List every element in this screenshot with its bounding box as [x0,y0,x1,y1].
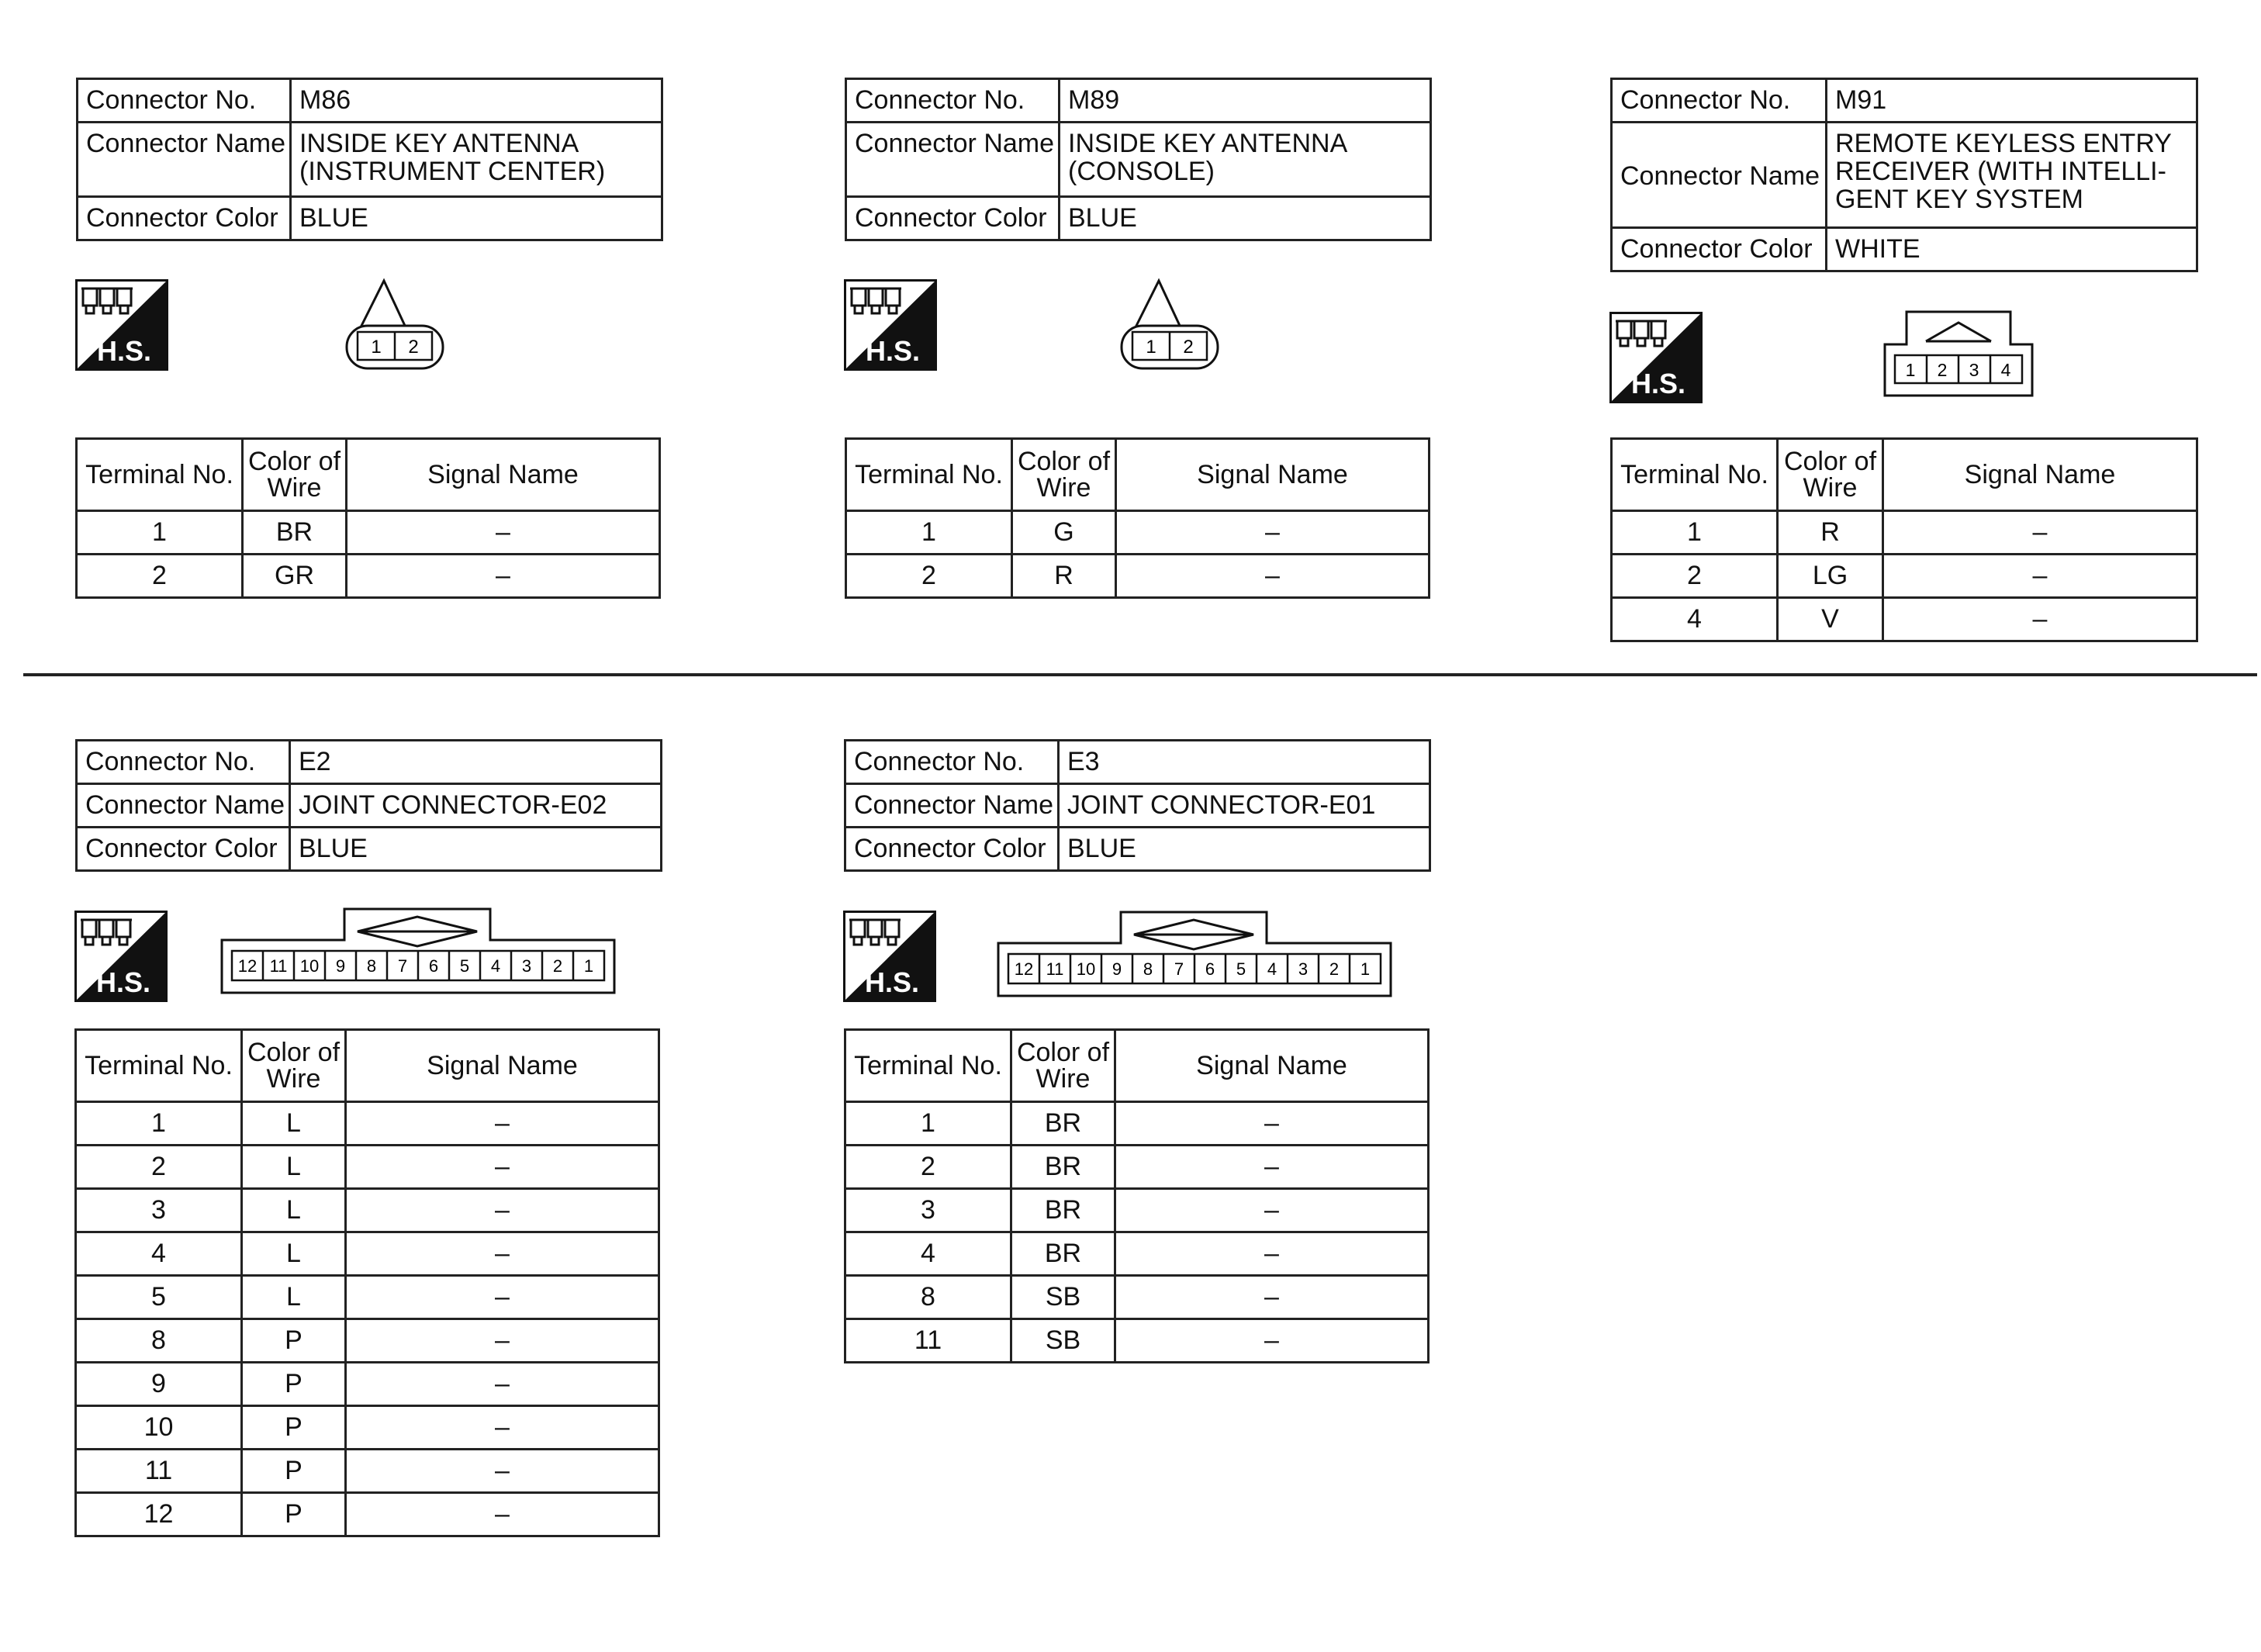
connector-color-value: BLUE [291,197,662,240]
pin-label: 2 [552,956,563,976]
pin-label: 12 [1014,959,1034,979]
terminal-no-cell: 3 [845,1189,1011,1232]
connector-face-e3 [997,911,1392,997]
terminal-table-e3 [844,1028,1427,1363]
wire-color-header: Color of Wire [1778,439,1883,511]
connector-name-value: REMOTE KEYLESS ENTRY RECEIVER (WITH INTELLI- GENT KEY SYSTEM [1827,123,2197,228]
wire-color-cell: L [242,1189,346,1232]
signal-name-cell: – [1883,511,2197,555]
pin-label: 5 [459,956,470,976]
connector-info-table [1610,78,2198,272]
connector-no-label: Connector No. [846,79,1060,123]
connector-info-table [76,78,663,241]
signal-name-cell: – [347,555,660,598]
terminal-no-cell: 9 [76,1363,242,1406]
signal-name-cell: – [1115,1102,1429,1146]
signal-name-cell: – [1115,1319,1429,1363]
harness-side-icon [843,911,936,1002]
connector-face-e2 [220,907,616,994]
wire-color-cell: BR [1011,1102,1115,1146]
terminal-no-cell: 1 [76,1102,242,1146]
terminal-no-cell: 4 [1612,598,1778,641]
signal-name-cell: – [346,1406,659,1450]
signal-name-cell: – [346,1450,659,1493]
terminal-table-m86 [75,437,659,599]
signal-name-cell: – [346,1276,659,1319]
terminal-no-cell: 1 [846,511,1012,555]
terminal-no-cell: 1 [845,1102,1011,1146]
signal-name-cell: – [1883,555,2197,598]
connector-name-label: Connector Name [846,123,1060,197]
table-row [845,1232,1429,1276]
table-row [76,1493,659,1536]
terminal-no-cell: 11 [845,1319,1011,1363]
terminal-no-header: Terminal No. [846,439,1012,511]
terminal-no-header: Terminal No. [77,439,243,511]
table-row [76,1232,659,1276]
pin-label: 3 [1298,959,1309,979]
table-row [1612,555,2197,598]
wire-color-cell: P [242,1319,346,1363]
terminal-no-cell: 2 [1612,555,1778,598]
connector-no-value: M91 [1827,79,2197,123]
connector-name-value: INSIDE KEY ANTENNA (INSTRUMENT CENTER) [291,123,662,197]
pin-label: 10 [299,956,320,976]
hs-label: H.S. [95,966,150,998]
pin-label: 12 [237,956,258,976]
table-row [77,511,660,555]
pin-label: 2 [1329,959,1340,979]
pin-label: 11 [269,956,288,976]
signal-name-header: Signal Name [1116,439,1430,511]
table-row [846,511,1430,555]
connector-block-e2 [75,739,660,872]
table-row [845,1146,1429,1189]
terminal-no-cell: 1 [77,511,243,555]
terminal-table-m91 [1610,437,2196,642]
terminal-table-e2 [74,1028,658,1537]
wire-color-cell: BR [1011,1232,1115,1276]
connector-info-table [845,78,1432,241]
terminal-no-cell: 10 [76,1406,242,1450]
hs-label: H.S. [865,335,920,367]
connector-block-m86 [76,78,661,241]
wire-color-cell: L [242,1102,346,1146]
wire-color-header: Color of Wire [243,439,347,511]
pin-label: 6 [1205,959,1215,979]
connector-name-value: INSIDE KEY ANTENNA (CONSOLE) [1060,123,1431,197]
connector-name-label: Connector Name [1612,123,1827,228]
table-row [76,1276,659,1319]
wire-color-cell: SB [1011,1319,1115,1363]
terminal-no-cell: 4 [845,1232,1011,1276]
table-row [846,555,1430,598]
wire-color-cell: P [242,1450,346,1493]
signal-name-cell: – [1115,1146,1429,1189]
wire-color-cell: BR [1011,1189,1115,1232]
pin-label: 9 [1111,959,1122,979]
connector-block-e3 [844,739,1429,872]
table-row [76,1450,659,1493]
table-row [77,555,660,598]
signal-name-cell: – [346,1363,659,1406]
wire-color-cell: LG [1778,555,1883,598]
pin-label: 8 [1143,959,1153,979]
signal-name-cell: – [1116,555,1430,598]
harness-side-icon [844,279,937,371]
pin-label: 1 [583,956,594,976]
table-row [76,1189,659,1232]
pin-label: 6 [428,956,439,976]
signal-name-cell: – [1115,1189,1429,1232]
pin-label: 1 [371,337,382,358]
connector-no-label: Connector No. [78,79,291,123]
connector-block-m91 [1610,78,2196,272]
terminal-no-cell: 12 [76,1493,242,1536]
connector-name-value: JOINT CONNECTOR-E02 [290,784,662,828]
connector-color-value: WHITE [1827,228,2197,271]
connector-color-label: Connector Color [1612,228,1827,271]
connector-face-m86 [345,279,444,370]
terminal-no-header: Terminal No. [1612,439,1778,511]
connector-face-m91 [1883,310,2034,397]
wire-color-cell: P [242,1363,346,1406]
terminal-no-cell: 5 [76,1276,242,1319]
connector-color-label: Connector Color [77,828,290,871]
connector-color-value: BLUE [290,828,662,871]
terminal-no-cell: 8 [76,1319,242,1363]
table-row [76,1146,659,1189]
terminal-no-header: Terminal No. [845,1030,1011,1102]
pin-label: 4 [490,956,501,976]
pin-label: 7 [1174,959,1184,979]
terminal-no-cell: 2 [845,1146,1011,1189]
signal-name-header: Signal Name [1115,1030,1429,1102]
signal-name-header: Signal Name [1883,439,2197,511]
terminal-table-m89 [845,437,1428,599]
terminal-no-cell: 2 [846,555,1012,598]
terminal-no-cell: 2 [77,555,243,598]
pin-label: 8 [366,956,377,976]
connector-no-label: Connector No. [1612,79,1827,123]
connector-color-label: Connector Color [846,197,1060,240]
signal-name-cell: – [1115,1232,1429,1276]
table-row [1612,511,2197,555]
connector-color-value: BLUE [1060,197,1431,240]
pin-label: 4 [1267,959,1277,979]
signal-name-cell: – [346,1146,659,1189]
signal-name-cell: – [346,1319,659,1363]
terminal-no-cell: 3 [76,1189,242,1232]
harness-side-icon [74,911,168,1002]
signal-name-cell: – [346,1232,659,1276]
wire-color-cell: GR [243,555,347,598]
connector-name-label: Connector Name [845,784,1059,828]
pin-label: 1 [1360,959,1371,979]
wire-color-cell: G [1012,511,1116,555]
pin-label: 5 [1236,959,1246,979]
wire-color-cell: V [1778,598,1883,641]
pin-label: 7 [397,956,408,976]
connector-no-label: Connector No. [845,741,1059,784]
signal-name-cell: – [347,511,660,555]
terminal-no-cell: 4 [76,1232,242,1276]
pin-label: 2 [408,337,419,358]
connector-block-m89 [845,78,1430,241]
table-row [76,1102,659,1146]
table-row [76,1363,659,1406]
table-row [1612,598,2197,641]
table-row [845,1276,1429,1319]
hs-label: H.S. [96,335,151,367]
pin-label: 10 [1076,959,1096,979]
terminal-no-cell: 8 [845,1276,1011,1319]
pin-label: 3 [521,956,532,976]
hs-label: H.S. [864,966,919,998]
terminal-no-cell: 11 [76,1450,242,1493]
wire-color-cell: L [242,1276,346,1319]
pin-label: 2 [1183,337,1194,358]
connector-name-label: Connector Name [77,784,290,828]
table-row [76,1319,659,1363]
connector-color-value: BLUE [1059,828,1430,871]
wire-color-cell: R [1012,555,1116,598]
table-row [845,1189,1429,1232]
wire-color-cell: BR [1011,1146,1115,1189]
hs-label: H.S. [1630,368,1685,399]
table-row [845,1319,1429,1363]
pin-label: 1 [1905,360,1916,380]
terminal-no-cell: 2 [76,1146,242,1189]
connector-info-table [75,739,662,872]
signal-name-cell: – [1115,1276,1429,1319]
pin-label: 2 [1937,360,1948,380]
signal-name-cell: – [346,1493,659,1536]
wire-color-cell: L [242,1146,346,1189]
pin-label: 1 [1146,337,1156,358]
signal-name-cell: – [346,1102,659,1146]
wire-color-header: Color of Wire [242,1030,346,1102]
signal-name-cell: – [1883,598,2197,641]
wire-color-cell: SB [1011,1276,1115,1319]
connector-no-label: Connector No. [77,741,290,784]
connector-info-table [844,739,1431,872]
pin-label: 9 [335,956,346,976]
connector-no-value: E2 [290,741,662,784]
connector-name-value: JOINT CONNECTOR-E01 [1059,784,1430,828]
terminal-no-cell: 1 [1612,511,1778,555]
connector-color-label: Connector Color [78,197,291,240]
table-row [76,1406,659,1450]
wire-color-cell: P [242,1493,346,1536]
pin-label: 3 [1969,360,1979,380]
wire-color-cell: BR [243,511,347,555]
signal-name-cell: – [346,1189,659,1232]
connector-no-value: M86 [291,79,662,123]
terminal-no-header: Terminal No. [76,1030,242,1102]
wire-color-header: Color of Wire [1012,439,1116,511]
connector-name-label: Connector Name [78,123,291,197]
wire-color-header: Color of Wire [1011,1030,1115,1102]
connector-face-m89 [1120,279,1219,370]
wire-color-cell: L [242,1232,346,1276]
section-divider [23,673,2257,676]
signal-name-header: Signal Name [347,439,660,511]
table-row [845,1102,1429,1146]
signal-name-cell: – [1116,511,1430,555]
wire-color-cell: R [1778,511,1883,555]
signal-name-header: Signal Name [346,1030,659,1102]
wire-color-cell: P [242,1406,346,1450]
connector-color-label: Connector Color [845,828,1059,871]
harness-side-icon [1609,312,1703,403]
connector-no-value: M89 [1060,79,1431,123]
harness-side-icon [75,279,168,371]
pin-label: 11 [1046,959,1064,979]
pin-label: 4 [2000,360,2011,380]
connector-no-value: E3 [1059,741,1430,784]
